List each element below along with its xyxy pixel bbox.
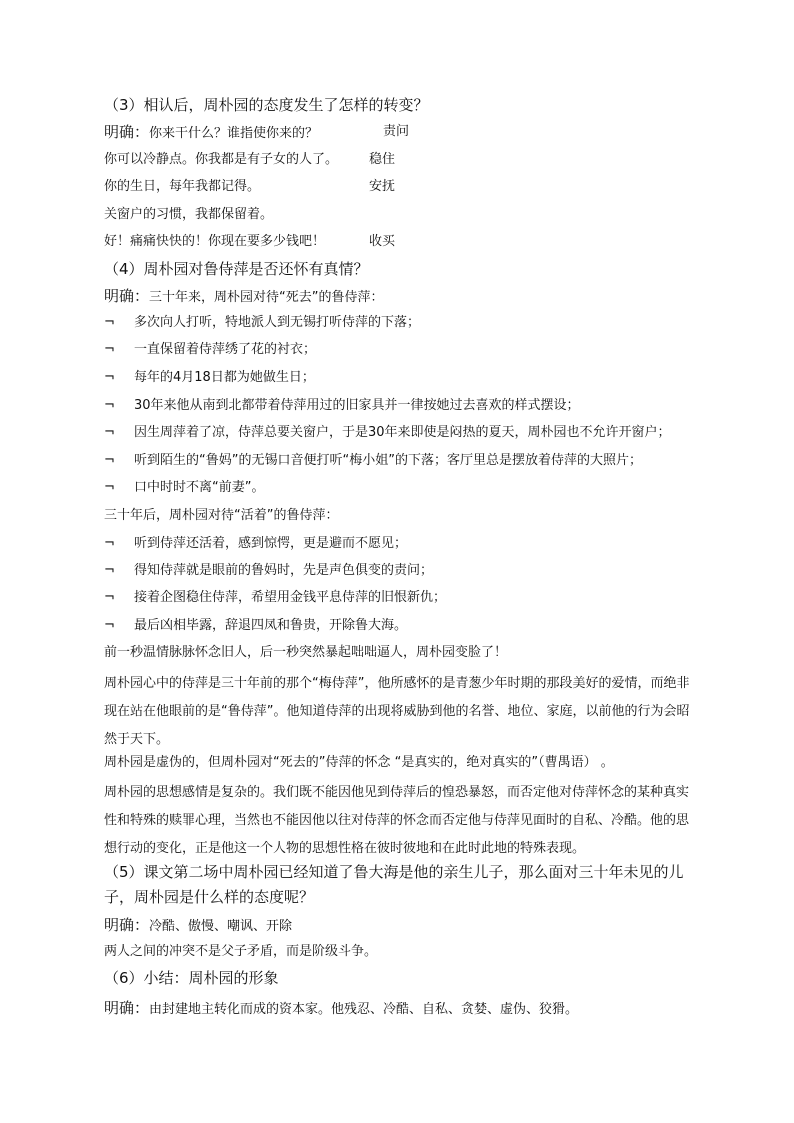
answer-line: 关窗户的习惯，我都保留着。 — [104, 207, 274, 222]
bullet-icon: ¬ — [104, 536, 115, 551]
paragraph: 周朴园是虚伪的，但周朴园对“死去的”侍萍的怀念 “是真实的，绝对真实的”（曹禺语） 。 — [104, 755, 614, 770]
bullet-icon: ¬ — [104, 618, 115, 633]
bullet-item — [104, 617, 407, 635]
bullet-text: 听到陌生的“鲁妈”的无锡口音便打听“梅小姐”的下落；客厅里总是摆放着侍萍的大照片； — [134, 453, 642, 468]
answer-text: 冷酷、傲慢、嘲讽、开除 — [149, 919, 293, 934]
answer-line — [104, 916, 292, 936]
answer-label: 明确： — [104, 999, 150, 1017]
bullet-item — [104, 314, 420, 332]
question-3: （3）相认后，周朴园的态度发生了怎样的转变？ — [104, 96, 429, 114]
answer-line: 你可以冷静点。你我都是有子女的人了。 — [104, 152, 339, 167]
bullet-icon: ¬ — [104, 370, 115, 385]
bullet-icon: ¬ — [104, 480, 115, 495]
bullet-icon: ¬ — [104, 315, 115, 330]
answer-label: 明确： — [104, 287, 150, 305]
bullet-icon: ¬ — [104, 453, 115, 468]
bullet-item — [104, 397, 580, 415]
attitude-note: 安抚 — [369, 179, 396, 194]
bullet-text: 30年来他从南到北都带着侍萍用过的旧家具并一律按她过去喜欢的样式摆设； — [134, 398, 580, 413]
bullet-item — [104, 424, 671, 442]
bullet-icon: ¬ — [104, 398, 115, 413]
paragraph: 周朴园心中的侍萍是三十年前的那个“梅侍萍”，他所感怀的是青葱少年时期的那段美好的爱情，而绝非现在站在他眼前的是“鲁侍萍”。他知道侍萍的出现将威胁到他的名誉、地位、家庭，以前他的行为会昭然于天下。 — [104, 676, 690, 747]
bullet-text: 听到侍萍还活着，感到惊愕，更是避而不愿见； — [134, 536, 408, 551]
answer-label: 明确： — [104, 123, 150, 141]
bullet-icon: ¬ — [104, 342, 115, 357]
attitude-note: 收买 — [369, 234, 396, 249]
answer-text: 你来干什么？谁指使你来的？ — [149, 126, 319, 141]
bullet-item — [104, 341, 316, 359]
bullet-text: 接着企图稳住侍萍，希望用金钱平息侍萍的旧恨新仇； — [134, 590, 447, 605]
bullet-text: 最后凶相毕露，辞退四凤和鲁贵，开除鲁大海。 — [134, 618, 408, 633]
bullet-text: 口中时时不离“前妻”。 — [134, 480, 265, 495]
answer-line — [104, 123, 318, 143]
attitude-note: 责问 — [383, 124, 410, 139]
answer-label: 明确： — [104, 916, 150, 934]
answer-intro — [104, 287, 384, 307]
bullet-item — [104, 452, 642, 470]
paragraph: 周朴园的思想感情是复杂的。我们既不能因他见到侍萍后的惶恐暴怒，而否定他对侍萍怀念的某种真实性和特殊的赎罪心理，当然也不能因他以往对侍萍的怀念而否定他与侍萍见面时的自私、冷酷。他的思想行动的变化，正是他这一个人物的思想性格在彼时彼地和在此时此地的特殊表现。 — [104, 785, 690, 856]
bullet-text: 得知侍萍就是眼前的鲁妈时，先是声色俱变的责问； — [134, 563, 434, 578]
bullet-item — [104, 369, 315, 387]
answer-text: 由封建地主转化而成的资本家。他残忍、冷酷、自私、贪婪、虚伪、狡猾。 — [149, 1002, 579, 1017]
bullet-text: 一直保留着侍萍绣了花的衬衣； — [134, 342, 317, 357]
bullet-text: 因生周萍着了凉，侍萍总要关窗户，于是30年来即使是闷热的夏天，周朴园也不允许开窗户； — [134, 425, 671, 440]
bullet-item — [104, 535, 407, 553]
answer-text: 三十年来，周朴园对待“死去”的鲁侍萍： — [149, 290, 384, 305]
bullet-text: 每年的4月18日都为她做生日； — [134, 370, 315, 385]
bullet-icon: ¬ — [104, 590, 115, 605]
bullet-item — [104, 589, 446, 607]
bullet-item — [104, 479, 264, 497]
answer-line — [104, 999, 578, 1019]
attitude-note: 稳住 — [369, 152, 396, 167]
question-5: （5）课文第二场中周朴园已经知道了鲁大海是他的亲生儿子，那么面对三十年未见的儿子，周朴园是什么样的态度呢？ — [104, 863, 684, 906]
question-4: （4）周朴园对鲁侍萍是否还怀有真情？ — [104, 260, 369, 278]
question-6: （6）小结：周朴园的形象 — [104, 969, 279, 987]
bullet-text: 多次向人打听，特地派人到无锡打听侍萍的下落； — [134, 315, 421, 330]
answer-line: 两人之间的冲突不是父子矛盾，而是阶级斗争。 — [104, 944, 378, 959]
answer-line: 你的生日，每年我都记得。 — [104, 179, 261, 194]
bullet-icon: ¬ — [104, 563, 115, 578]
bullet-item — [104, 562, 433, 580]
summary-line: 前一秒温情脉脉怀念旧人，后一秒突然暴起咄咄逼人，周朴园变脸了！ — [104, 645, 508, 660]
bullet-icon: ¬ — [104, 425, 115, 440]
after-intro: 三十年后，周朴园对待“活着”的鲁侍萍： — [104, 508, 339, 523]
answer-line: 好！痛痛快快的！你现在要多少钱吧！ — [104, 234, 326, 249]
